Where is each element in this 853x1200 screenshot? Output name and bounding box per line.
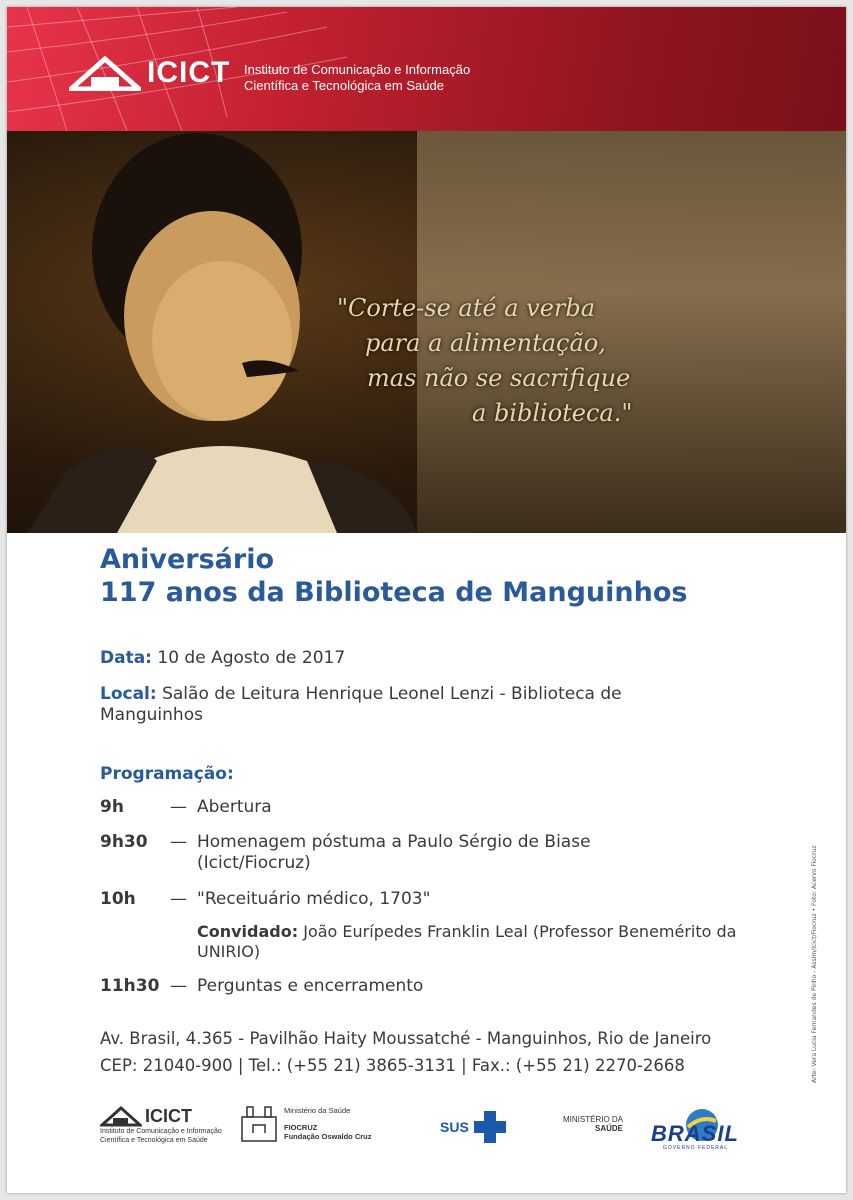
footer-logos xyxy=(7,1097,846,1167)
logo-text: ICICT xyxy=(147,56,231,89)
institute-line1: Instituto de Comunicação e Informação xyxy=(244,62,471,77)
footer-icict-icon xyxy=(100,1105,142,1127)
program-time: 11h30 xyxy=(100,976,160,996)
sus-text: SUS xyxy=(440,1119,469,1135)
quote-line4: a biblioteca." xyxy=(472,399,633,427)
quote-line2: para a alimentação, xyxy=(365,329,606,357)
fiocruz-label: FIOCRUZ xyxy=(284,1122,318,1132)
program-time: 10h xyxy=(100,889,136,909)
ms-line2: SAÚDE xyxy=(595,1124,624,1133)
footer-icict-sub2: Científica e Tecnológica em Saúde xyxy=(100,1137,208,1144)
program-desc: Homenagem póstuma a Paulo Sérgio de Biase (Icict/Fiocruz) xyxy=(197,832,591,873)
fiocruz-fullname: Fundação Oswaldo Cruz xyxy=(284,1131,372,1141)
location-row xyxy=(100,684,700,726)
address-block xyxy=(100,1025,800,1079)
date-row xyxy=(100,648,345,669)
program-dash: — xyxy=(170,797,187,817)
event-title xyxy=(100,543,800,609)
event-info xyxy=(100,543,800,996)
program-time: 9h30 xyxy=(100,832,148,852)
guest-info xyxy=(197,922,777,962)
title-line1: Aniversário xyxy=(100,544,275,575)
date-label: Data: xyxy=(100,648,152,668)
hero-photo xyxy=(7,131,846,533)
quote-text xyxy=(337,291,632,431)
program-heading: Programação: xyxy=(100,764,234,784)
footer-brasil-logo xyxy=(647,1105,757,1151)
poster xyxy=(7,7,846,1193)
program-dash: — xyxy=(170,976,187,996)
address-line2: CEP: 21040-900 | Tel.: (+55 21) 3865-3131 | Fax.: (+55 21) 2270-2668 xyxy=(100,1056,685,1075)
icict-logo-icon xyxy=(69,55,141,91)
program-desc: "Receituário médico, 1703" xyxy=(197,889,431,909)
program-dash: — xyxy=(170,889,187,909)
icict-logo xyxy=(69,55,230,91)
ministerio-label: Ministério da Saúde xyxy=(284,1105,351,1115)
footer-ministerio-logo xyxy=(563,1115,623,1133)
quote-line3: mas não se sacrifique xyxy=(367,364,631,392)
footer-icict-sub1: Instituto de Comunicação e Informação xyxy=(100,1128,222,1135)
program-dash: — xyxy=(170,832,187,852)
sus-cross-icon xyxy=(472,1109,508,1145)
program-desc: Perguntas e encerramento xyxy=(197,976,424,996)
header-banner xyxy=(7,7,846,131)
institute-line2: Científica e Tecnológica em Saúde xyxy=(244,78,444,93)
title-line2: 117 anos da Biblioteca de Manguinhos xyxy=(100,577,688,608)
footer-fiocruz-logo xyxy=(239,1103,372,1143)
photo-credit xyxy=(807,813,819,1083)
location-value: Salão de Leitura Henrique Leonel Lenzi - Biblioteca de Manguinhos xyxy=(100,684,622,725)
program-desc: Abertura xyxy=(197,797,272,817)
ms-line1: MINISTÉRIO DA xyxy=(563,1115,624,1124)
date-value: 10 de Agosto de 2017 xyxy=(157,648,346,668)
location-label: Local: xyxy=(100,684,157,704)
credit-text: Arte: Vera Lucia Fernandes de Pinho - Assim/Icict/Fiocruz • Foto: Acervo Fiocruz xyxy=(811,845,818,1083)
footer-icict-logo xyxy=(100,1105,222,1145)
brasil-sub: GOVERNO FEDERAL xyxy=(663,1145,729,1151)
address-line1: Av. Brasil, 4.365 - Pavilhão Haity Moussatché - Manguinhos, Rio de Janeiro xyxy=(100,1029,712,1048)
brasil-text: BRASIL xyxy=(651,1121,739,1146)
footer-sus-logo xyxy=(440,1109,508,1145)
institute-name xyxy=(244,62,470,94)
fiocruz-building-icon xyxy=(239,1103,279,1143)
guest-label: Convidado: xyxy=(197,922,299,941)
quote-line1: "Corte-se até a verba xyxy=(337,294,596,322)
footer-icict-text: ICICT xyxy=(145,1105,192,1126)
program-time: 9h xyxy=(100,797,124,817)
guest-value: João Eurípedes Franklin Leal (Professor Benemérito da UNIRIO) xyxy=(197,922,737,961)
